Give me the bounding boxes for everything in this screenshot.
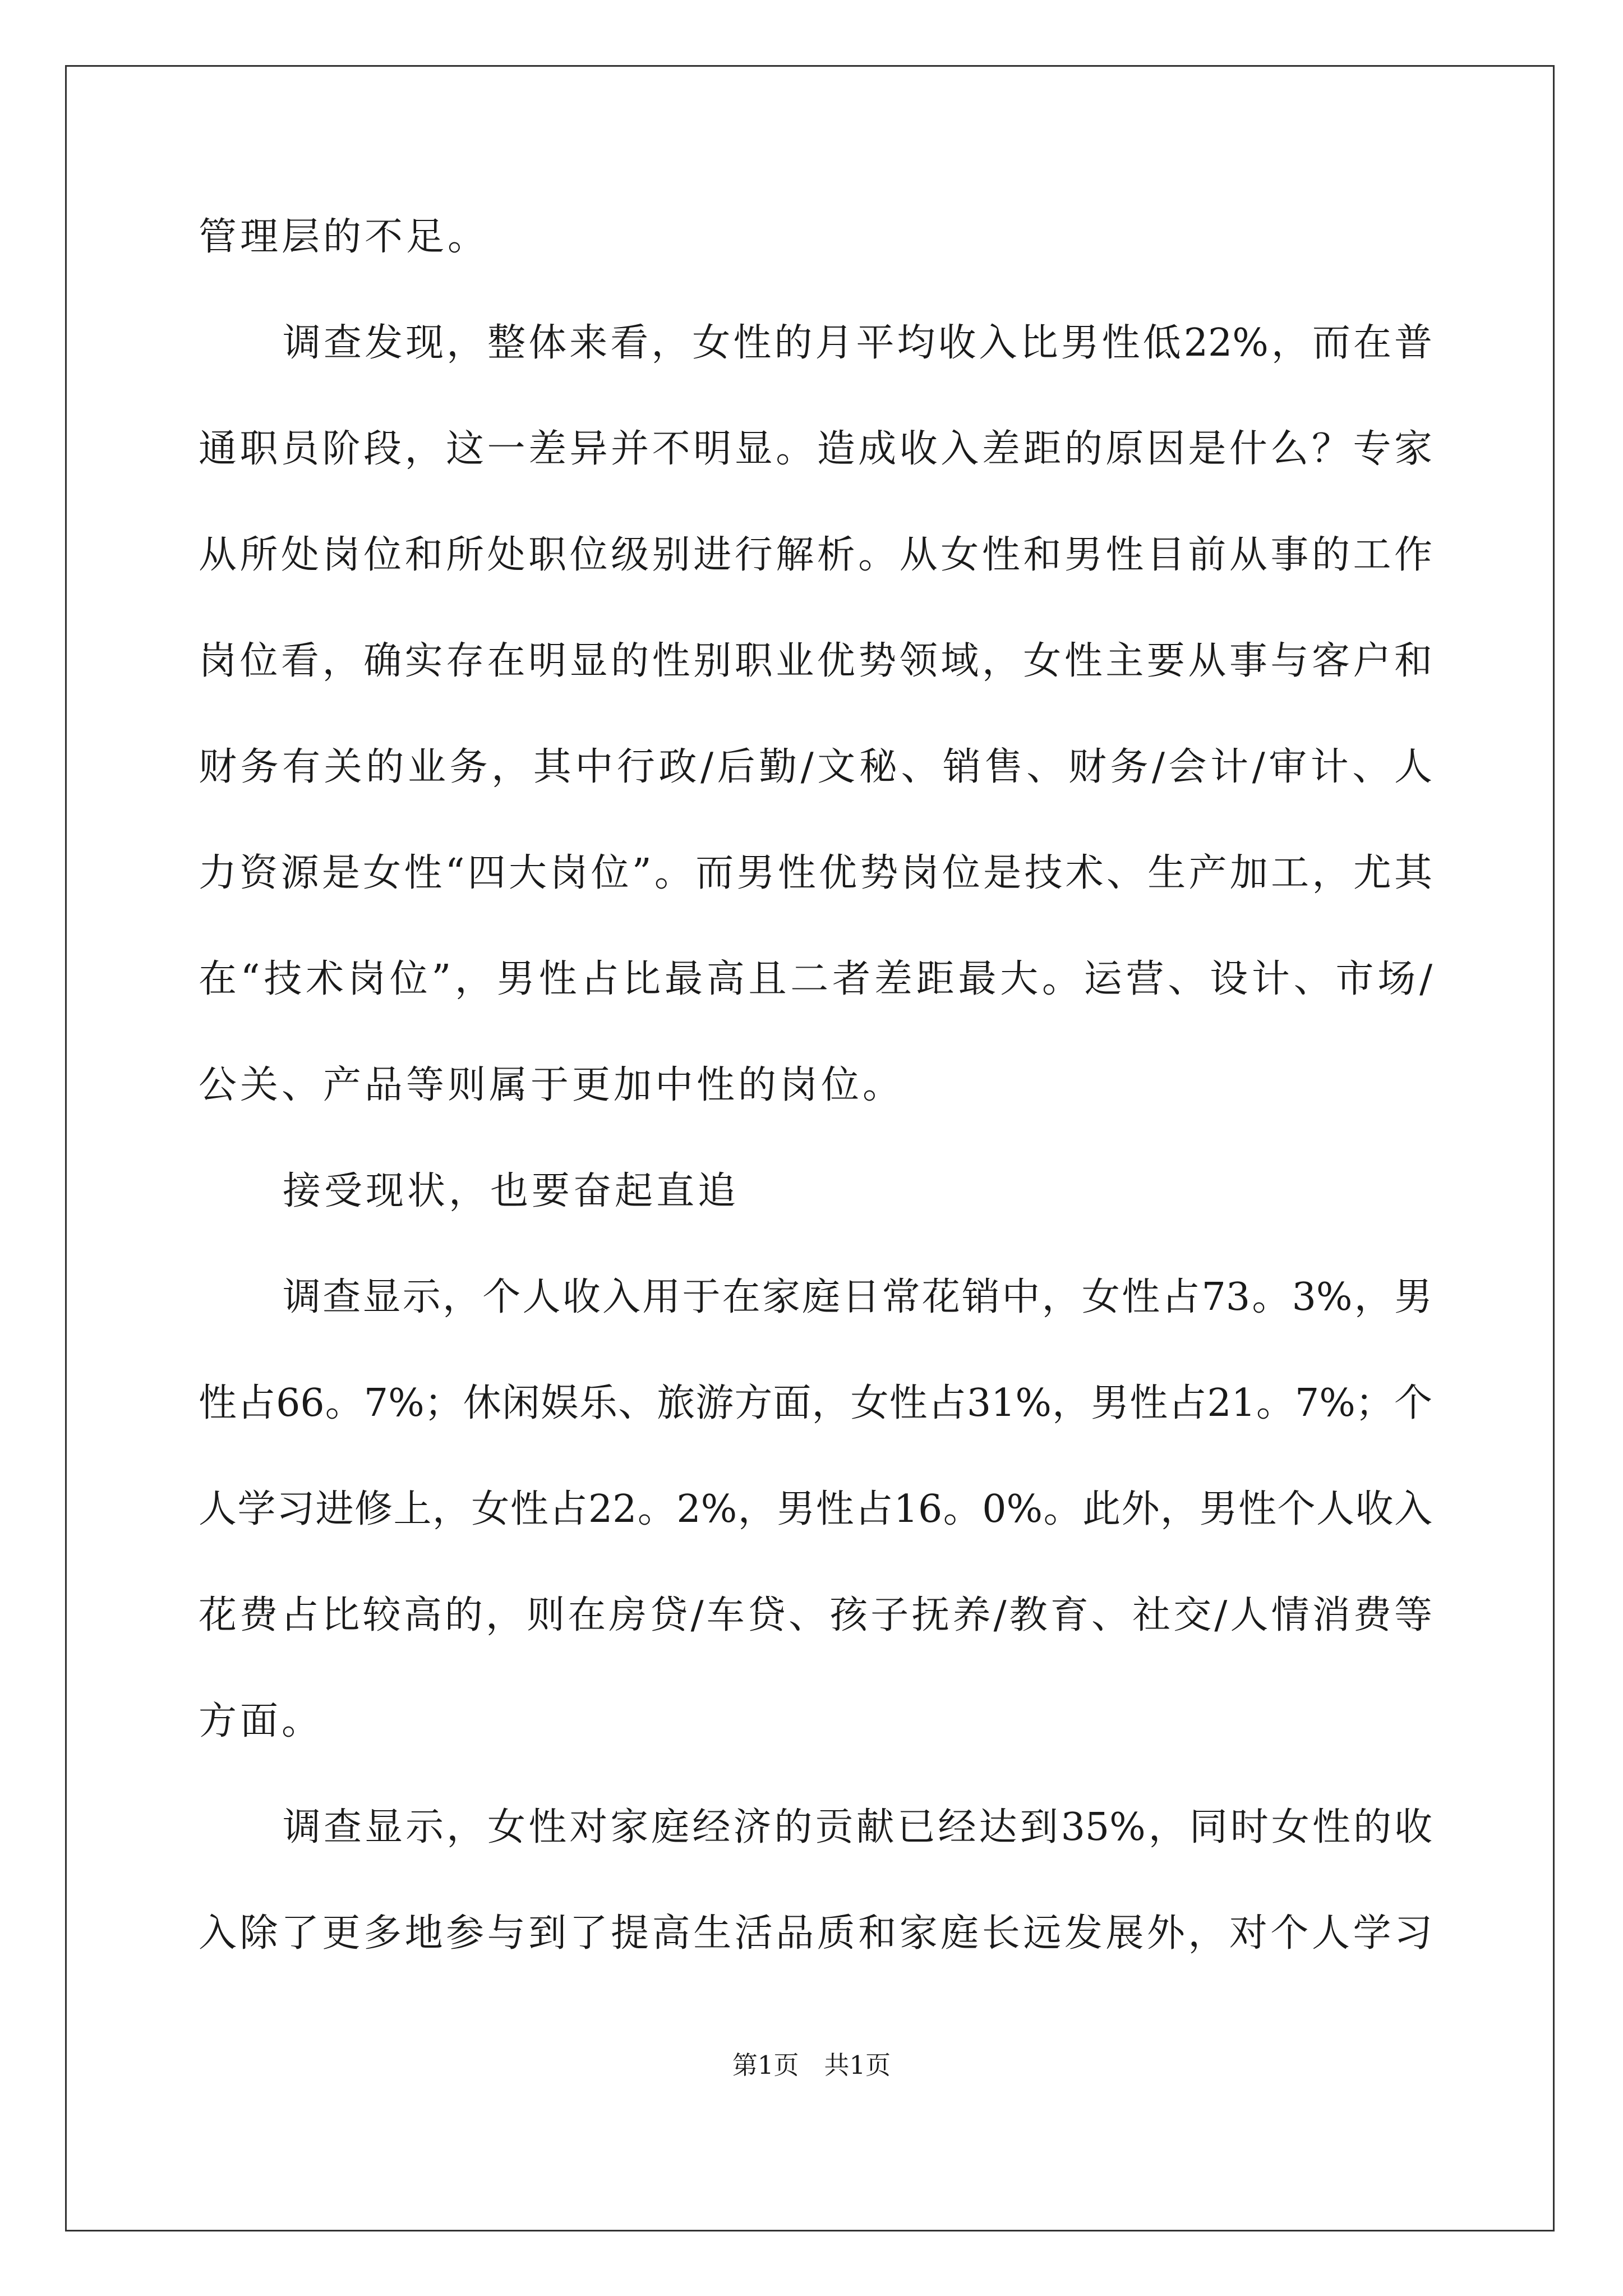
text-line: 人学习进修上，女性占22。2%，男性占16。0%。此外，男性个人收入 bbox=[199, 1487, 1432, 1531]
page-footer: 第1页 共1页 bbox=[732, 2050, 891, 2080]
text-line: 管理层的不足。 bbox=[199, 215, 490, 259]
text-line: 调查发现，整体来看，女性的月平均收入比男性低22%，而在普 bbox=[283, 321, 1432, 365]
text-line: 性占66。7%；休闲娱乐、旅游方面，女性占31%，男性占21。7%；个 bbox=[199, 1381, 1432, 1425]
text-line: 财务有关的业务，其中行政/后勤/文秘、销售、财务/会计/审计、人 bbox=[199, 745, 1432, 789]
text-line: 从所处岗位和所处职位级别进行解析。从女性和男性目前从事的工作 bbox=[199, 533, 1432, 577]
text-line: 调查显示，个人收入用于在家庭日常花销中，女性占73。3%，男 bbox=[283, 1275, 1432, 1319]
text-line: 公关、产品等则属于更加中性的岗位。 bbox=[199, 1063, 905, 1107]
text-line: 岗位看，确实存在明显的性别职业优势领域，女性主要从事与客户和 bbox=[199, 639, 1432, 683]
text-line: 调查显示，女性对家庭经济的贡献已经达到35%，同时女性的收 bbox=[283, 1805, 1432, 1849]
section-heading: 接受现状，也要奋起直追 bbox=[283, 1169, 740, 1213]
text-line: 力资源是女性“四大岗位”。而男性优势岗位是技术、生产加工，尤其 bbox=[199, 851, 1432, 895]
text-line: 花费占比较高的，则在房贷/车贷、孩子抚养/教育、社交/人情消费等 bbox=[199, 1593, 1432, 1637]
text-line: 方面。 bbox=[199, 1699, 324, 1743]
text-line: 入除了更多地参与到了提高生活品质和家庭长远发展外，对个人学习 bbox=[199, 1911, 1432, 1955]
document-body bbox=[199, 212, 1432, 2014]
text-line: 通职员阶段，这一差异并不明显。造成收入差距的原因是什么？专家 bbox=[199, 427, 1432, 471]
text-line: 在“技术岗位”，男性占比最高且二者差距最大。运营、设计、市场/ bbox=[199, 957, 1432, 1001]
